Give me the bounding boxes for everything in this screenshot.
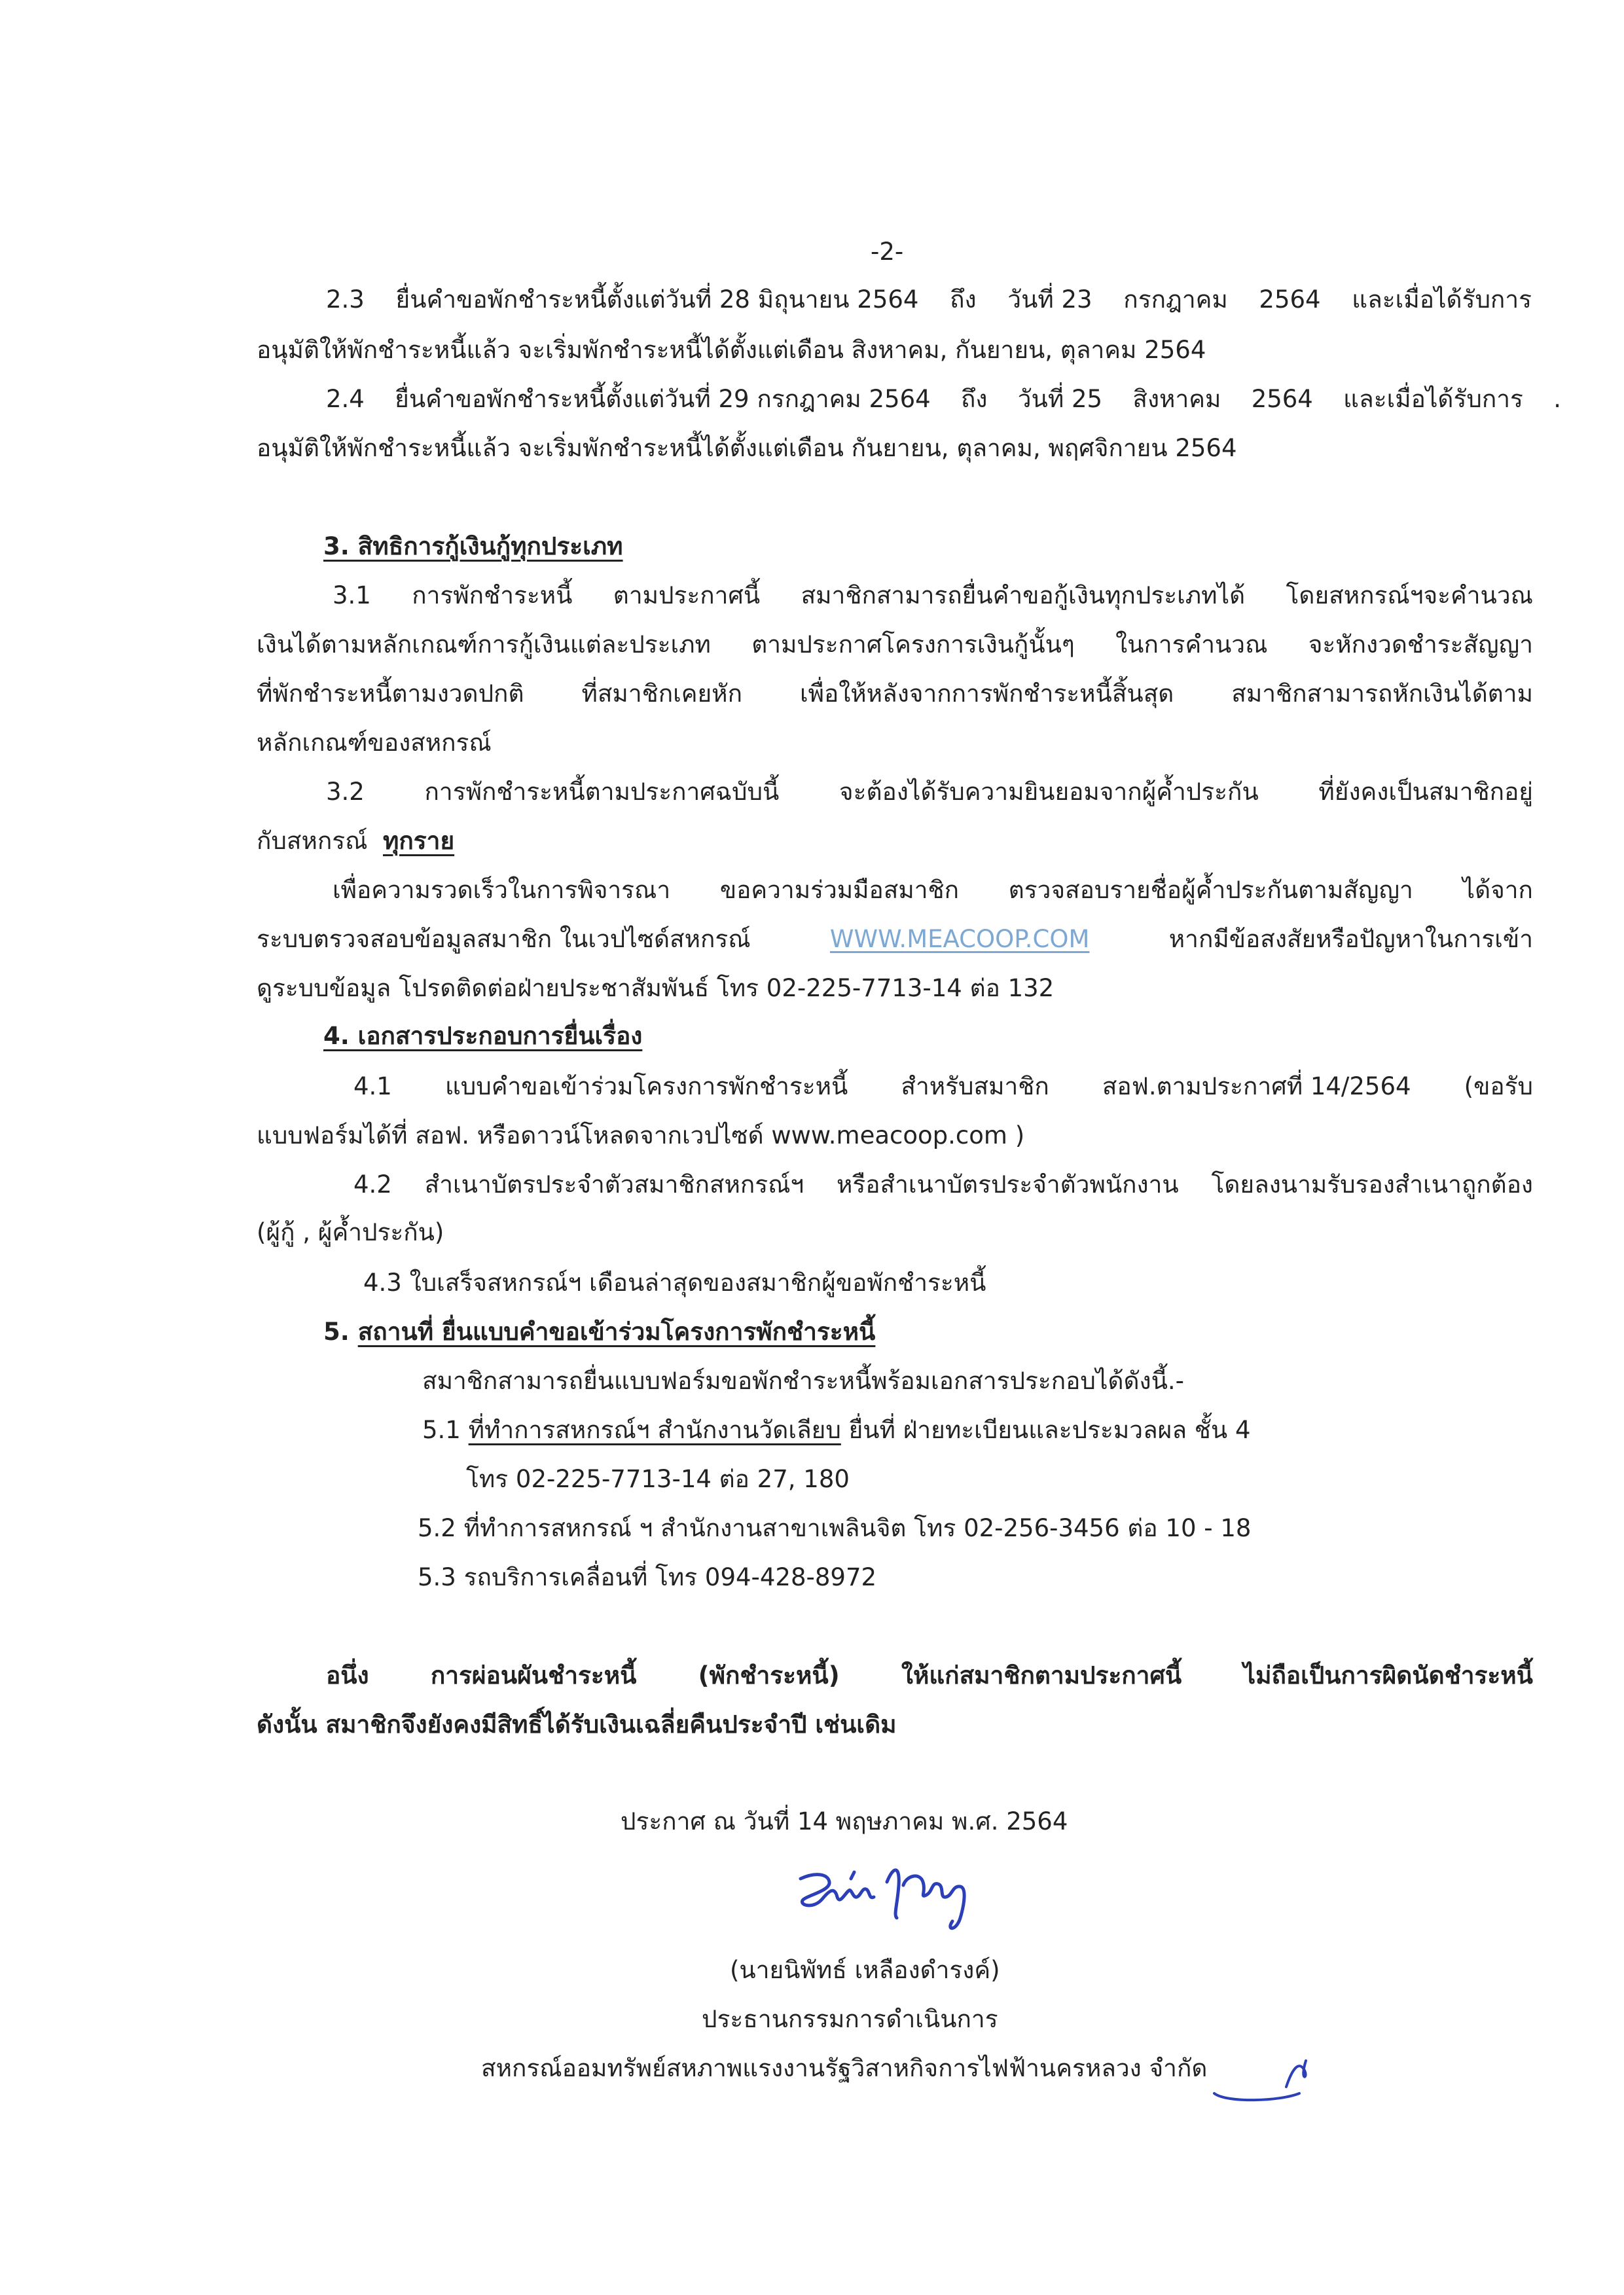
- website-link[interactable]: WWW.MEACOOP.COM: [829, 925, 1090, 953]
- section-4-heading: 4. เอกสารประกอบการยื่นเรื่อง: [323, 1022, 643, 1050]
- para-3-3-line-1: เพื่อความรวดเร็วในการพิจารณา ขอความร่วมมือสมาชิก ตรวจสอบรายชื่อผู้ค้ำประกันตามสัญญา ได้จาก: [333, 876, 1533, 904]
- signatory-position: ประธานกรรมการดำเนินการ: [702, 2005, 998, 2033]
- signatory-name: (นายนิพัทธ์ เหลืองดำรงค์): [730, 1956, 1000, 1984]
- para-3-2-line-1: 3.2 การพักชำระหนี้ตามประกาศฉบับนี้ จะต้องได้รับความยินยอมจากผู้ค้ำประกัน ที่ยังคงเป็นสมาชิกอยู่: [326, 778, 1533, 806]
- initials-mark: [1201, 2041, 1319, 2113]
- para-3-3-line-2: ระบบตรวจสอบข้อมูลสมาชิก ในเวปไซด์สหกรณ์ WWW.MEACOOP.COM หากมีข้อสงสัยหรือปัญหาในการเข้า: [257, 923, 1533, 956]
- para-4-2-line-1: 4.2 สำเนาบัตรประจำตัวสมาชิกสหกรณ์ฯ หรือสำเนาบัตรประจำตัวพนักงาน โดยลงนามรับรองสำเนาถูกต้อง: [353, 1170, 1533, 1199]
- signature-image: [789, 1859, 992, 1938]
- para-5-2: 5.2 ที่ทำการสหกรณ์ ฯ สำนักงานสาขาเพลินจิต โทร 02-256-3456 ต่อ 10 - 18: [418, 1514, 1252, 1542]
- para-2-4-line-2: อนุมัติให้พักชำระหนี้แล้ว จะเริ่มพักชำระหนี้ได้ตั้งแต่เดือน กันยายน, ตุลาคม, พฤศจิกายน 2564: [257, 434, 1237, 462]
- note-line-2: ดังนั้น สมาชิกจึงยังคงมีสิทธิ์ได้รับเงินเฉลี่ยคืนประจำปี เช่นเดิม: [257, 1710, 897, 1739]
- para-4-3: 4.3 ใบเสร็จสหกรณ์ฯ เดือนล่าสุดของสมาชิกผู้ขอพักชำระหนี้: [363, 1269, 986, 1297]
- section-5-heading: 5. สถานที่ ยื่นแบบคำขอเข้าร่วมโครงการพักชำระหนี้: [323, 1318, 876, 1346]
- section-5-intro: สมาชิกสามารถยื่นแบบฟอร์มขอพักชำระหนี้พร้อมเอกสารประกอบได้ดังนี้.-: [422, 1367, 1185, 1395]
- announcement-date: ประกาศ ณ วันที่ 14 พฤษภาคม พ.ศ. 2564: [621, 1807, 1068, 1835]
- para-3-1-line-4: หลักเกณฑ์ของสหกรณ์: [257, 729, 492, 757]
- para-5-3: 5.3 รถบริการเคลื่อนที่ โทร 094-428-8972: [418, 1563, 877, 1591]
- para-3-1-line-3: ที่พักชำระหนี้ตามงวดปกติ ที่สมาชิกเคยหัก เพื่อให้หลังจากการพักชำระหนี้สิ้นสุด สมาชิกสามารถหักเงินได้ตาม: [257, 679, 1533, 708]
- para-3-1-line-2: เงินได้ตามหลักเกณฑ์การกู้เงินแต่ละประเภท ตามประกาศโครงการเงินกู้นั้นๆ ในการคำนวณ จะหักงวดชำระสัญญา: [257, 630, 1533, 659]
- para-4-2-line-2: (ผู้กู้ , ผู้ค้ำประกัน): [257, 1218, 444, 1246]
- para-2-3-line-2: อนุมัติให้พักชำระหนี้แล้ว จะเริ่มพักชำระหนี้ได้ตั้งแต่เดือน สิงหาคม, กันยายน, ตุลาคม 2564: [257, 336, 1206, 364]
- para-4-1-line-1: 4.1 แบบคำขอเข้าร่วมโครงการพักชำระหนี้ สำหรับสมาชิก สอฟ.ตามประกาศที่ 14/2564 (ขอรับ: [353, 1072, 1533, 1100]
- para-3-1-line-1: 3.1 การพักชำระหนี้ ตามประกาศนี้ สมาชิกสามารถยื่นคำขอกู้เงินทุกประเภทได้ โดยสหกรณ์ฯจะคำนวณ: [333, 581, 1533, 609]
- section-3-heading: 3. สิทธิการกู้เงินกู้ทุกประเภท: [323, 532, 623, 560]
- para-4-1-line-2: แบบฟอร์มได้ที่ สอฟ. หรือดาวน์โหลดจากเวปไซด์ www.meacoop.com ): [257, 1121, 1025, 1149]
- note-line-1: อนึ่ง การผ่อนผันชำระหนี้ (พักชำระหนี้) ให้แก่สมาชิกตามประกาศนี้ ไม่ถือเป็นการผิดนัดชำระหนี้: [326, 1661, 1533, 1690]
- para-5-1-line-1: 5.1 ที่ทำการสหกรณ์ฯ สำนักงานวัดเลียบ ยื่นที่ ฝ่ายทะเบียนและประมวลผล ชั้น 4: [422, 1416, 1251, 1444]
- page-number: -2-: [871, 238, 904, 266]
- para-3-3-line-3: ดูระบบข้อมูล โปรดติดต่อฝ่ายประชาสัมพันธ์ โทร 02-225-7713-14 ต่อ 132: [257, 974, 1055, 1002]
- office-name-wat-liab: ที่ทำการสหกรณ์ฯ สำนักงานวัดเลียบ: [468, 1416, 841, 1444]
- para-2-3-line-1: 2.3 ยื่นคำขอพักชำระหนี้ตั้งแต่วันที่ 28 มิถุนายน 2564 ถึง วันที่ 23 กรกฎาคม 2564 และเมื่อได้รับการ: [326, 285, 1532, 314]
- organization-name: สหกรณ์ออมทรัพย์สหภาพแรงงานรัฐวิสาหกิจการไฟฟ้านครหลวง จำกัด: [481, 2054, 1208, 2082]
- para-5-1-line-2: โทร 02-225-7713-14 ต่อ 27, 180: [466, 1465, 850, 1493]
- para-3-2-line-2: กับสหกรณ์ ทุกราย: [257, 827, 455, 855]
- emphasis-all-guarantors: ทุกราย: [383, 827, 455, 855]
- para-2-4-line-1: 2.4 ยื่นคำขอพักชำระหนี้ตั้งแต่วันที่ 29 กรกฎาคม 2564 ถึง วันที่ 25 สิงหาคม 2564 และเมื่อได้รับการ .: [326, 385, 1561, 413]
